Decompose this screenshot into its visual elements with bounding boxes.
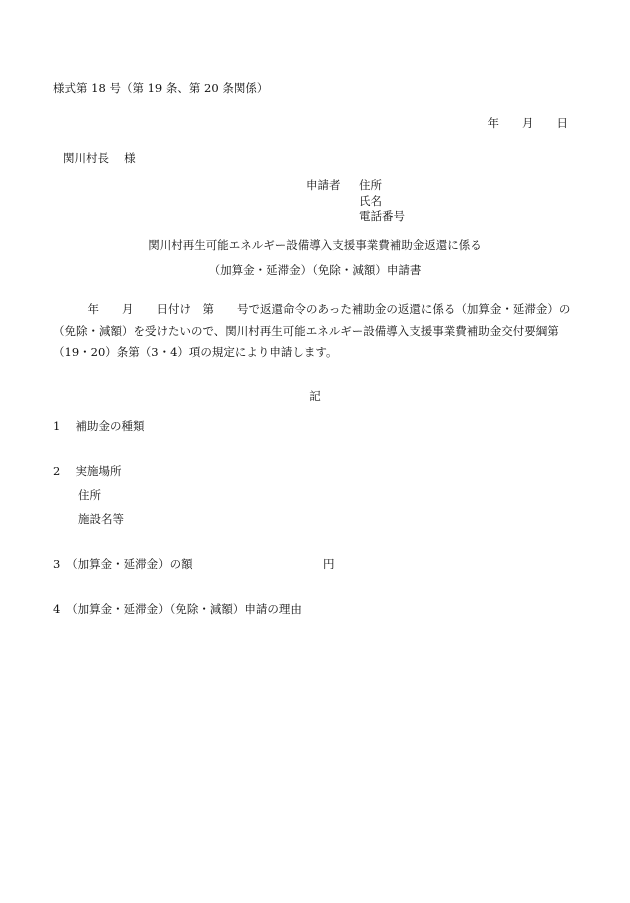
applicant-label: 申請者 <box>306 178 341 192</box>
item-reason: 4 （加算金・延滞金）（免除・減額）申請の理由 <box>53 602 302 616</box>
request-body-text: 年 月 日付け 第 号で返還命令のあった補助金の返還に係る（加算金・延滞金）の（免除・減額）を受けたいので、関川村再生可能エネルギー設備導入支援事業費補助金交付要綱第（19・20）条第（3・4）項の規定により申請します。 <box>53 302 571 359</box>
ki-heading: 記 <box>309 389 321 403</box>
document-title-line-1: 関川村再生可能エネルギー設備導入支援事業費補助金返還に係る <box>148 238 482 252</box>
form-number: 様式第 18 号（第 19 条、第 20 条関係） <box>53 81 269 95</box>
item-implementation-site: 2 実施場所 <box>53 464 122 478</box>
item-amount-unit: 円 <box>323 557 335 571</box>
item-subsidy-type: 1 補助金の種類 <box>53 419 145 433</box>
item-facility-name-label: 施設名等 <box>78 512 124 526</box>
item-amount: 3 （加算金・延滞金）の額 <box>53 557 193 571</box>
date-line: 年 月 日 <box>487 116 568 130</box>
addressee: 関川村長 様 <box>63 151 136 165</box>
applicant-name-label: 氏名 <box>359 194 382 208</box>
document-title-line-2: （加算金・延滞金）（免除・減額）申請書 <box>208 263 422 277</box>
applicant-address-label: 住所 <box>359 178 382 192</box>
item-site-address-label: 住所 <box>78 488 101 502</box>
applicant-phone-label: 電話番号 <box>359 209 405 223</box>
